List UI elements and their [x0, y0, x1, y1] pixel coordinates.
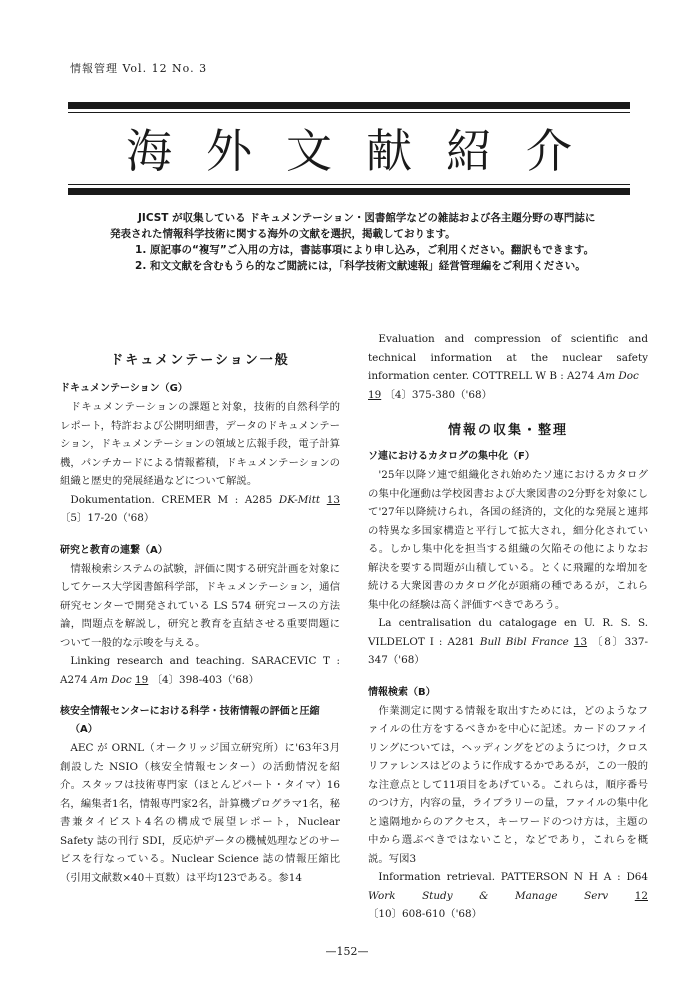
entry-citation [60, 652, 340, 689]
article-entry [60, 703, 340, 887]
entry-citation [368, 614, 648, 670]
right-column [368, 330, 648, 924]
left-column [60, 330, 340, 887]
entry-citation [368, 330, 648, 404]
intro-list [110, 242, 600, 274]
citation-pages: 〔8〕337-347（'68） [368, 635, 648, 666]
citation-journal: Am Doc [597, 370, 639, 382]
entry-abstract: 情報検索システムの試験，評価に関する研究計画を対象にしてケース大学図書館科学部，ドキュメンテーション，通信研究センターで開発されている LS 574 研究コースの方法論，問題点を解説し，研究と教育を直結させる重要問題について一般的な示唆を与える。 [60, 562, 340, 649]
citation-text: Evaluation and compression of scientific and technical information at the nuclear safety information center. COTTRELL W B : A274 [368, 333, 648, 382]
citation-text: Dokumentation. CREMER M : A285 [70, 493, 279, 506]
entry-abstract: '25年以降ソ連で組織化され始めたソ連におけるカタログの集中化運動は学校図書および大衆図書の2分野を対象にして'27年以降続けられ，各国の経済的，文化的な発展と連邦の特異な多国家構造と平行して拡大され，細分化されている。しかし集中化を担当する組織の欠陥その他によりなお解決を要する問題が山積している。とくに飛躍的な増加を続ける大衆図書のカタログ化が頭痛の種であるが，これら集中化の経験は高く評価すべきであろう。 [368, 469, 648, 611]
article-entry [368, 448, 648, 670]
section-heading-documentation: ドキュメンテーション一般 [110, 353, 290, 368]
running-head: 情報管理 Vol. 12 No. 3 [70, 62, 208, 75]
citation-journal: DK-Mitt [278, 493, 321, 506]
citation-volume: 13 [326, 493, 340, 506]
citation-volume: 19 [368, 388, 382, 401]
intro-item: 2. 和文文献を含むもうら的なご閲読には，「科学技術文献速報」経営管理編をご利用ください。 [150, 258, 600, 274]
entry-title: 情報検索（B） [368, 686, 436, 698]
intro-notice [110, 210, 600, 274]
title-rule-top-thin [68, 112, 630, 113]
entry-citation [60, 491, 340, 528]
citation-volume: 13 [573, 635, 588, 648]
citation-volume: 19 [135, 673, 149, 686]
entry-title: 核安全情報センターにおける科学・技術情報の評価と圧縮（A） [60, 706, 320, 735]
page-title: 海外文献紹介 [126, 124, 606, 178]
citation-pages: 〔5〕17-20（'68） [60, 512, 155, 524]
entry-title: 研究と教育の連繋（A） [60, 544, 168, 556]
citation-text: Information retrieval. PATTERSON N H A : D64 [378, 871, 648, 883]
citation-text: Linking research and teaching. SARACEVIC T : A274 [60, 655, 340, 686]
entry-abstract: 作業測定に関する情報を取出すためには，どのようなファイルの仕方をするべきかを中心に記述。カードのファイリングについては，ヘッディングをどのようにつけ，クロスリファレンスはどのように作成するかであるが，この一般的な注意点として11項目をあげている。これらは，順序番号のつけ方，内容の量，ライブラリーの量，ファイルの集中化と遠隔地からのアクセス，キーワードのつけ方は，主題の中から選ぶべきではないこと，などであり，これらを概説。写図3 [368, 704, 648, 865]
article-entry [60, 380, 340, 528]
intro-item: 1. 原記事の“複写”ご入用の方は，書誌事項により申し込み，ご利用ください。翻訳もできます。 [150, 242, 600, 258]
article-entry [60, 542, 340, 690]
entry-abstract: ドキュメンテーションの課題と対象，技術的自然科学的レポート，特許および公開明細書，データのドキュメンテーション，ドキュメンテーションの領域と広報手段，電子計算機，パンチカードによる情報蓄積，ドキュメンテーションの組織と歴史的発展経過などについて解説。 [60, 401, 340, 487]
citation-journal: Bull Bibl France [479, 635, 569, 648]
section-heading-info-collection: 情報の収集・整理 [447, 423, 568, 438]
title-rule-bottom-thin [68, 184, 630, 185]
citation-pages: 〔4〕398-403（'68） [148, 673, 259, 686]
article-entry [368, 684, 648, 924]
citation-pages: 〔4〕375-380（'68） [381, 388, 492, 401]
citation-journal: Work Study & Manage Serv [368, 889, 609, 902]
entry-title: ソ連におけるカタログの集中化（F） [368, 451, 535, 462]
citation-text: La centralisation du catalogage en U. R. S. S. VILDELOT I : A281 [368, 617, 648, 648]
citation-volume: 12 [634, 889, 648, 902]
entry-abstract: AEC が ORNL（オークリッジ国立研究所）に'63年3月創設した NSIO（核安全情報センター）の活動情況を紹介。スタッフは技術専門家（ほとんどパート・タイマ）16名，編集者1名，情報専門家2名，計算機プログラマ1名，秘書兼タイピスト4名の構成で展望レポート，Nuclear Safety 誌の刊行 SDI，反応炉データの機械処理などのサービスを行なっている。Nuclear Science 誌の情報圧縮比（引用文献数×40＋頁数）は平均123である。参14 [60, 742, 340, 884]
title-rule-bottom [68, 188, 630, 195]
entry-citation [368, 868, 648, 924]
intro-paragraph: JICST が収集している ドキュメンテーション・図書館学などの雑誌および各主題分野の専門誌に発表された情報科学技術に関する海外の文献を選択，掲載しております。 [110, 212, 596, 240]
citation-pages: 〔10〕608-610（'68） [368, 908, 483, 920]
citation-journal: Am Doc [90, 673, 132, 686]
entry-title: ドキュメンテーション（G） [60, 383, 188, 394]
title-rule-top [68, 102, 630, 109]
page-number: —152— [325, 945, 369, 958]
